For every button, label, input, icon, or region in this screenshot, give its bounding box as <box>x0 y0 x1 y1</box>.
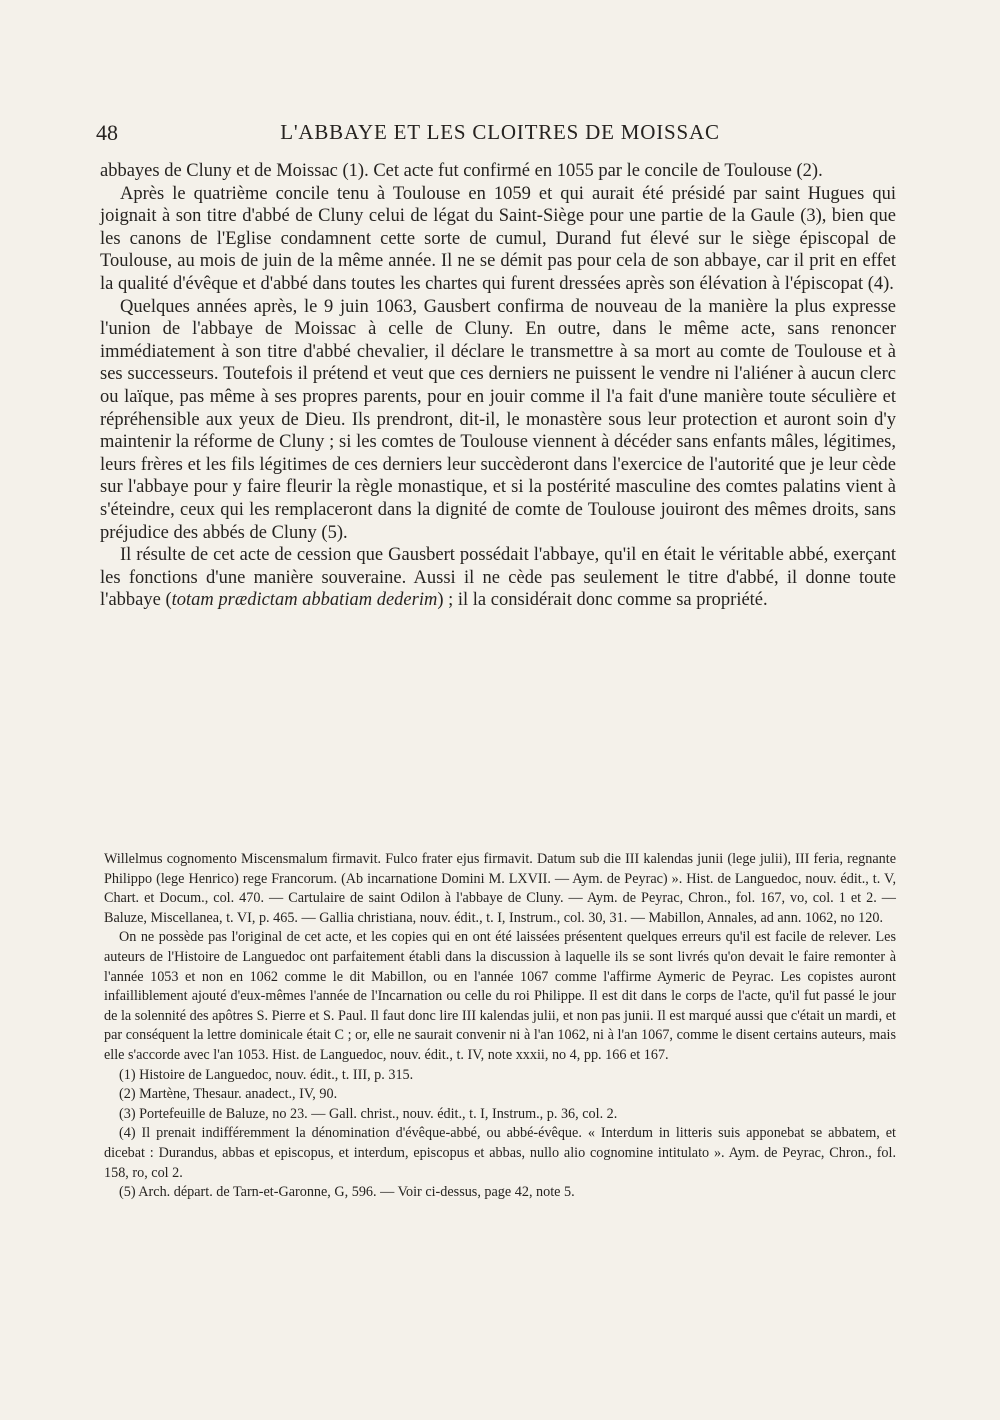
latin-quote: totam prædictam abbatiam dederim <box>171 590 438 611</box>
footnote-4: (4) Il prenait indifféremment la dénomination d'évêque-abbé, ou abbé-évêque. « Interdum in litteris suis apponebat se abbatem, et dicebat : Durandus, abbas et episcopus, et interdum, episcopus et abbas, nullo alio cognomine intitulato ». Aym. de Peyrac, Chron., fol. 158, ro, col 2. <box>104 1125 896 1181</box>
footnote-continuation: Willelmus cognomento Miscensmalum firmavit. Fulco frater ejus firmavit. Datum sub die III kalendas junii (lege julii), III feria, regnante Philippo (lege Henrico) rege Francorum. (Ab incarnatione Domini M. LXVII. — Aym. de Peyrac) ». Hist. de Languedoc, nouv. édit., t. V, Chart. et Docum., col. 470. — Cartulaire de saint Odilon à l'abbaye de Cluny. — Aym. de Peyrac, Chron., fol. 167, vo, col. 1 et 2. — Baluze, Miscellanea, t. VI, p. 465. — Gallia christiana, nouv. édit., t. I, Instrum., col. 30, 31. — Mabillon, Annales, ad ann. 1062, no 120. <box>104 851 896 926</box>
running-title: L'ABBAYE ET LES CLOITRES DE MOISSAC <box>280 120 720 144</box>
footnotes <box>104 850 896 1203</box>
footnote-1: (1) Histoire de Languedoc, nouv. édit., t. III, p. 315. <box>119 1066 414 1083</box>
footnote-3: (3) Portefeuille de Baluze, no 23. — Gall. christ., nouv. édit., t. I, Instrum., p. 36, col. 2. <box>119 1105 618 1122</box>
paragraph-4-end: ) ; il la considérait donc comme sa propriété. <box>437 590 768 611</box>
paragraph-1: abbayes de Cluny et de Moissac (1). Cet acte fut confirmé en 1055 par le concile de Toulouse (2). <box>100 161 823 181</box>
paragraph-3: Quelques années après, le 9 juin 1063, Gausbert confirma de nouveau de la manière la plus expresse l'union de l'abbaye de Moissac à celle de Cluny. En outre, dans le même acte, sans renoncer immédiatement à son titre d'abbé chevalier, il déclare le transmettre à sa mort au comte de Toulouse et à ses successeurs. Toutefois il prétend et veut que ces derniers ne puissent le vendre ni l'aliéner à aucun clerc ou laïque, pas même à ses propres parents, pour en jouir comme il l'a fait d'une manière toute séculière et répréhensible aux yeux de Dieu. Ils prendront, dit-il, le monastère sous leur protection et auront soin d'y maintenir la réforme de Cluny ; si les comtes de Toulouse viennent à décéder sans enfants mâles, légitimes, leurs frères et les fils légitimes de ces derniers leur succèderont dans l'exercice de l'autorité que je leur cède sur l'abbaye pour y faire fleurir la règle monastique, et si la postérité masculine des comtes palatins vient à s'éteindre, ceux qui les remplaceront dans la dignité de comte de Toulouse jouiront des mêmes droits, sans préjudice des abbés de Cluny (5). <box>100 296 896 543</box>
paragraph-2: Après le quatrième concile tenu à Toulouse en 1059 et qui aurait été présidé par saint Hugues qui joignait à son titre d'abbé de Cluny celui de légat du Saint-Siège pour une partie de la Gaule (3), bien que les canons de l'Eglise condamnent cette sorte de cumul, Durand fut élevé sur le siège épiscopal de Toulouse, au mois de juin de la même année. Il ne se démit pas pour cela de son abbaye, car il prit en effet la qualité d'évêque et d'abbé dans toutes les chartes qui furent dressées après son élévation à l'épiscopat (4). <box>100 183 896 294</box>
footnote-5: (5) Arch. départ. de Tarn-et-Garonne, G, 596. — Voir ci-dessus, page 42, note 5. <box>119 1184 575 1201</box>
main-text <box>100 160 896 612</box>
paragraph-4 <box>100 544 896 612</box>
page-header <box>96 120 904 150</box>
page-number: 48 <box>96 120 118 145</box>
footnote-2: (2) Martène, Thesaur. anadect., IV, 90. <box>119 1086 338 1103</box>
paragraph-4-start: Il résulte de cet acte de cession que Gausbert possédait l'abbaye, qu'il en était le véritable abbé, exerçant les fonctions d'une manière souveraine. Aussi il ne cède pas seulement le titre d'abbé, il donne toute l'abbaye ( <box>100 545 896 611</box>
footnote-discussion: On ne possède pas l'original de cet acte, et les copies qui en ont été laissées présentent quelques erreurs qu'il est facile de relever. Les auteurs de l'Histoire de Languedoc ont parfaitement établi dans la discussion à laquelle ils se sont livrés qu'on devait le faire remonter à l'année 1053 et non en 1062 comme le dit Mabillon, ou en l'année 1067 comme l'affirme Aymeric de Peyrac. Les copistes auront infailliblement ajouté d'eux-mêmes l'année de l'Incarnation ou celle du roi Philippe. Il est dit dans le corps de l'acte, qu'il fut passé le jour de la solennité des apôtres S. Pierre et S. Paul. Il faut donc lire III kalendas julii, et non pas junii. Il est marqué aussi que c'était un mardi, et par conséquent la lettre dominicale était C ; or, elle ne saurait convenir ni à l'an 1062, ni à l'an 1067, comme le disent certains auteurs, mais elle s'accorde avec l'an 1053. Hist. de Languedoc, nouv. édit., t. IV, note xxxii, no 4, pp. 166 et 167. <box>104 929 896 1063</box>
